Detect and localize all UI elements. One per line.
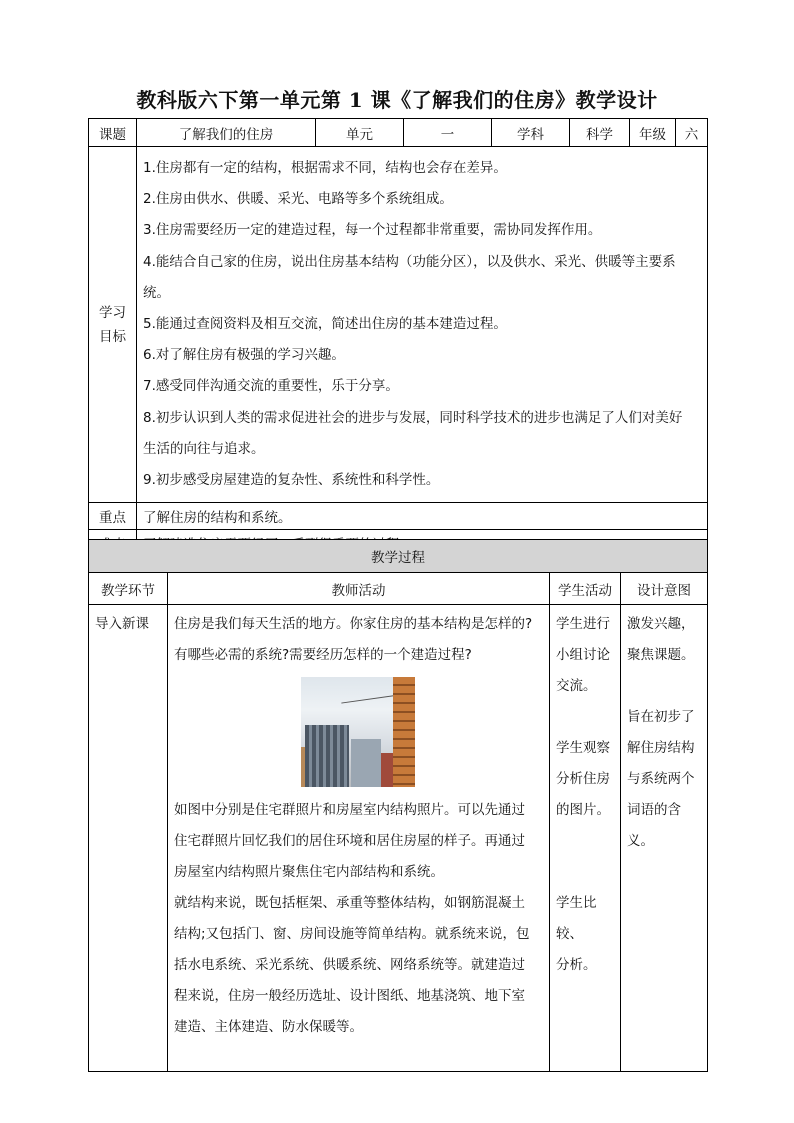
teacher-line: 有哪些必需的系统?需要经历怎样的一个建造过程? xyxy=(174,647,472,663)
teacher-line: 房屋室内结构照片聚焦住宅内部结构和系统。 xyxy=(174,864,444,880)
key-point-row xyxy=(89,503,708,530)
process-title: 教学过程 xyxy=(89,540,708,573)
student-line: 的图片。 xyxy=(556,802,610,818)
teacher-line: 建造、主体建造、防水保暖等。 xyxy=(174,1019,363,1035)
student-line: 分析住房 xyxy=(556,771,610,787)
objective-item: 2.住房由供水、供暖、采光、电路等多个系统组成。 xyxy=(143,191,453,208)
process-title-row xyxy=(89,540,708,573)
objective-item: 9.初步感受房屋建造的复杂性、系统性和科学性。 xyxy=(143,472,440,489)
objective-item: 1.住房都有一定的结构，根据需求不同，结构也会存在差异。 xyxy=(143,160,507,176)
lesson-label: 课题 xyxy=(89,119,137,147)
objective-item: 4.能结合自己家的住房，说出住房基本结构（功能分区），以及供水、采光、供暖等主要系 xyxy=(143,253,676,270)
objective-item: 5.能通过查阅资料及相互交流，简述出住房的基本建造过程。 xyxy=(143,316,507,333)
col-header-intent: 设计意图 xyxy=(621,573,708,605)
teacher-line: 住房是我们每天生活的地方。你家住房的基本结构是怎样的? xyxy=(174,616,533,632)
objectives-label xyxy=(89,147,137,503)
page-title: 教科版六下第一单元第 1 课《了解我们的住房》教学设计 xyxy=(136,88,658,112)
objective-item: 8.初步认识到人类的需求促进社会的进步与发展，同时科学技术的进步也满足了人们对美好 xyxy=(143,409,683,426)
objective-item: 生活的向往与追求。 xyxy=(143,440,265,457)
lesson-value: 了解我们的住房 xyxy=(137,119,316,147)
intent-line: 词语的含义。 xyxy=(627,802,681,849)
stage-cell: 导入新课 xyxy=(89,605,168,1072)
col-header-stage: 教学环节 xyxy=(89,573,168,605)
student-line: 交流。 xyxy=(556,678,597,694)
subject-label: 学科 xyxy=(492,119,570,147)
key-point-text: 了解住房的结构和系统。 xyxy=(137,503,708,530)
teacher-line: 住宅群照片回忆我们的居住环境和居住房屋的样子。再通过 xyxy=(174,833,525,849)
student-line: 小组讨论 xyxy=(556,647,610,663)
key-point-label: 重点 xyxy=(89,503,137,530)
student-activity xyxy=(550,605,621,1072)
intent-line: 激发兴趣， xyxy=(627,616,695,632)
unit-label: 单元 xyxy=(316,119,404,147)
teacher-line: 结构;又包括门、窗、房间设施等简单结构。就系统来说，包 xyxy=(174,926,530,942)
intent-line: 与系统两个 xyxy=(627,771,695,787)
teaching-process-table xyxy=(88,539,708,1072)
teacher-line: 程来说，住房一般经历选址、设计图纸、地基浇筑、地下室 xyxy=(174,988,525,1004)
student-line: 分析。 xyxy=(556,957,597,973)
grade-label: 年级 xyxy=(630,119,676,147)
student-line: 学生比较、 xyxy=(556,895,597,942)
objective-item: 7.感受同伴沟通交流的重要性，乐于分享。 xyxy=(143,378,399,395)
intent-line: 解住房结构 xyxy=(627,740,695,756)
student-line: 学生进行 xyxy=(556,616,610,632)
objective-item: 统。 xyxy=(143,284,170,301)
header-row xyxy=(89,119,708,147)
objective-item: 3.住房需要经历一定的建造过程，每一个过程都非常重要，需协同发挥作用。 xyxy=(143,222,602,239)
teacher-activity xyxy=(168,605,550,1072)
objectives-row xyxy=(89,147,708,503)
intent-line: 聚焦课题。 xyxy=(627,647,695,663)
lesson-info-table xyxy=(88,118,708,557)
teacher-line: 就结构来说，既包括框架、承重等整体结构，如钢筋混凝土 xyxy=(174,895,525,911)
teacher-line: 括水电系统、采光系统、供暖系统、网络系统等。就建造过 xyxy=(174,957,525,973)
process-header-row xyxy=(89,573,708,605)
objectives-list xyxy=(137,147,708,503)
intent-line: 旨在初步了 xyxy=(627,709,695,725)
unit-value: 一 xyxy=(404,119,492,147)
student-line: 学生观察 xyxy=(556,740,610,756)
objectives-label-line2: 目标 xyxy=(99,328,126,345)
objectives-label-line1: 学习 xyxy=(99,304,126,321)
col-header-teacher: 教师活动 xyxy=(168,573,550,605)
housing-photo xyxy=(301,677,415,787)
intro-row xyxy=(89,605,708,1072)
objective-item: 6.对了解住房有极强的学习兴趣。 xyxy=(143,347,345,364)
col-header-student: 学生活动 xyxy=(550,573,621,605)
design-intent xyxy=(621,605,708,1072)
teacher-line: 如图中分别是住宅群照片和房屋室内结构照片。可以先通过 xyxy=(174,802,525,818)
subject-value: 科学 xyxy=(570,119,630,147)
grade-value: 六 xyxy=(676,119,708,147)
